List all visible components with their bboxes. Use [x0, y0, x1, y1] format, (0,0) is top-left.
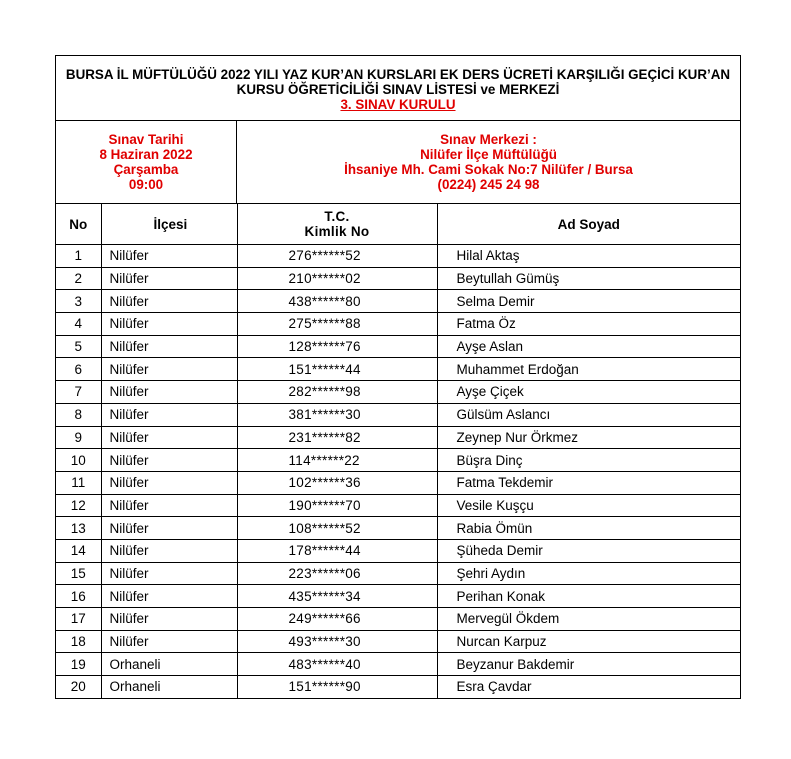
table-row — [56, 608, 740, 631]
column-header-tc-line2: Kimlik No — [304, 224, 370, 239]
table-row — [56, 676, 740, 698]
cell-no: 7 — [56, 381, 101, 404]
cell-tc-kimlik-no: 438******80 — [237, 290, 437, 313]
cell-no: 13 — [56, 517, 101, 540]
cell-ilce: Nilüfer — [101, 494, 237, 517]
cell-no: 8 — [56, 403, 101, 426]
cell-ad-soyad: Vesile Kuşçu — [437, 494, 740, 517]
column-header-ad-soyad: Ad Soyad — [437, 204, 740, 245]
cell-tc-kimlik-no: 483******40 — [237, 653, 437, 676]
exam-center-label: Sınav Merkezi : — [440, 132, 537, 147]
table-row — [56, 313, 740, 336]
exam-date: 8 Haziran 2022 — [99, 147, 193, 162]
cell-tc-kimlik-no: 178******44 — [237, 539, 437, 562]
cell-ad-soyad: Zeynep Nur Örkmez — [437, 426, 740, 449]
cell-ilce: Nilüfer — [101, 517, 237, 540]
cell-no: 12 — [56, 494, 101, 517]
cell-no: 2 — [56, 267, 101, 290]
cell-tc-kimlik-no: 282******98 — [237, 381, 437, 404]
document-title-line-1: BURSA İL MÜFTÜLÜĞÜ 2022 YILI YAZ KUR’AN KURSLARI EK DERS ÜCRETİ KARŞILIĞI GEÇİCİ KUR’AN — [65, 67, 731, 82]
cell-ad-soyad: Beyzanur Bakdemir — [437, 653, 740, 676]
table-row — [56, 290, 740, 313]
cell-ad-soyad: Rabia Ömün — [437, 517, 740, 540]
cell-tc-kimlik-no: 151******90 — [237, 676, 437, 698]
cell-ilce: Orhaneli — [101, 653, 237, 676]
cell-tc-kimlik-no: 190******70 — [237, 494, 437, 517]
table-row — [56, 358, 740, 381]
table-row — [56, 426, 740, 449]
cell-ilce: Nilüfer — [101, 313, 237, 336]
table-row — [56, 403, 740, 426]
table-row — [56, 539, 740, 562]
cell-ilce: Nilüfer — [101, 562, 237, 585]
cell-ad-soyad: Nurcan Karpuz — [437, 630, 740, 653]
cell-ilce: Nilüfer — [101, 608, 237, 631]
cell-no: 1 — [56, 245, 101, 268]
cell-ilce: Nilüfer — [101, 426, 237, 449]
table-row — [56, 267, 740, 290]
table-row — [56, 562, 740, 585]
table-row — [56, 335, 740, 358]
table-row — [56, 653, 740, 676]
cell-ilce: Nilüfer — [101, 335, 237, 358]
cell-ad-soyad: Perihan Konak — [437, 585, 740, 608]
column-header-ilce: İlçesi — [101, 204, 237, 245]
cell-ilce: Nilüfer — [101, 381, 237, 404]
cell-ad-soyad: Beytullah Gümüş — [437, 267, 740, 290]
table-row — [56, 630, 740, 653]
cell-tc-kimlik-no: 231******82 — [237, 426, 437, 449]
cell-ilce: Nilüfer — [101, 539, 237, 562]
cell-ad-soyad: Selma Demir — [437, 290, 740, 313]
cell-no: 18 — [56, 630, 101, 653]
cell-ilce: Nilüfer — [101, 403, 237, 426]
exam-center-phone: (0224) 245 24 98 — [437, 177, 540, 192]
exam-center-name: Nilüfer İlçe Müftülüğü — [420, 147, 557, 162]
column-header-tc-line1: T.C. — [324, 209, 350, 224]
cell-ilce: Nilüfer — [101, 471, 237, 494]
cell-ilce: Nilüfer — [101, 290, 237, 313]
cell-tc-kimlik-no: 114******22 — [237, 449, 437, 472]
cell-tc-kimlik-no: 249******66 — [237, 608, 437, 631]
cell-tc-kimlik-no: 108******52 — [237, 517, 437, 540]
cell-no: 19 — [56, 653, 101, 676]
cell-no: 4 — [56, 313, 101, 336]
table-row — [56, 245, 740, 268]
cell-ad-soyad: Şehri Aydın — [437, 562, 740, 585]
cell-tc-kimlik-no: 151******44 — [237, 358, 437, 381]
exam-info-row — [56, 121, 740, 204]
cell-ilce: Nilüfer — [101, 630, 237, 653]
table-row — [56, 471, 740, 494]
exam-board-label: 3. SINAV KURULU — [340, 97, 456, 112]
cell-ad-soyad: Muhammet Erdoğan — [437, 358, 740, 381]
table-row — [56, 449, 740, 472]
column-header-tc — [237, 204, 437, 245]
exam-center-block — [237, 121, 740, 203]
exam-date-label: Sınav Tarihi — [108, 132, 184, 147]
cell-ilce: Nilüfer — [101, 358, 237, 381]
cell-tc-kimlik-no: 275******88 — [237, 313, 437, 336]
cell-no: 5 — [56, 335, 101, 358]
document-header — [56, 56, 740, 121]
cell-ilce: Orhaneli — [101, 676, 237, 698]
cell-ad-soyad: Mervegül Ökdem — [437, 608, 740, 631]
cell-no: 9 — [56, 426, 101, 449]
cell-tc-kimlik-no: 210******02 — [237, 267, 437, 290]
cell-ad-soyad: Büşra Dinç — [437, 449, 740, 472]
cell-tc-kimlik-no: 276******52 — [237, 245, 437, 268]
candidate-table-body — [56, 245, 740, 698]
cell-tc-kimlik-no: 128******76 — [237, 335, 437, 358]
cell-no: 3 — [56, 290, 101, 313]
cell-ad-soyad: Fatma Tekdemir — [437, 471, 740, 494]
cell-ilce: Nilüfer — [101, 449, 237, 472]
cell-no: 14 — [56, 539, 101, 562]
cell-ad-soyad: Gülsüm Aslancı — [437, 403, 740, 426]
cell-no: 15 — [56, 562, 101, 585]
cell-no: 20 — [56, 676, 101, 698]
exam-day: Çarşamba — [113, 162, 179, 177]
cell-ad-soyad: Ayşe Aslan — [437, 335, 740, 358]
table-header-row — [56, 204, 740, 245]
cell-tc-kimlik-no: 493******30 — [237, 630, 437, 653]
table-row — [56, 517, 740, 540]
cell-ad-soyad: Hilal Aktaş — [437, 245, 740, 268]
cell-ad-soyad: Ayşe Çiçek — [437, 381, 740, 404]
cell-tc-kimlik-no: 102******36 — [237, 471, 437, 494]
exam-time: 09:00 — [128, 177, 164, 192]
column-header-no: No — [56, 204, 101, 245]
cell-ad-soyad: Fatma Öz — [437, 313, 740, 336]
cell-ilce: Nilüfer — [101, 585, 237, 608]
cell-no: 6 — [56, 358, 101, 381]
cell-tc-kimlik-no: 223******06 — [237, 562, 437, 585]
cell-no: 16 — [56, 585, 101, 608]
exam-list-document — [55, 55, 741, 699]
document-title-line-2: KURSU ÖĞRETİCİLİĞİ SINAV LİSTESİ ve MERKEZİ — [236, 82, 560, 97]
cell-tc-kimlik-no: 435******34 — [237, 585, 437, 608]
exam-date-block — [56, 121, 237, 203]
table-row — [56, 585, 740, 608]
cell-no: 11 — [56, 471, 101, 494]
cell-no: 10 — [56, 449, 101, 472]
exam-center-address: İhsaniye Mh. Cami Sokak No:7 Nilüfer / Bursa — [344, 162, 633, 177]
table-row — [56, 494, 740, 517]
cell-ilce: Nilüfer — [101, 245, 237, 268]
cell-ad-soyad: Esra Çavdar — [437, 676, 740, 698]
table-row — [56, 381, 740, 404]
candidate-table — [56, 204, 740, 698]
cell-tc-kimlik-no: 381******30 — [237, 403, 437, 426]
cell-no: 17 — [56, 608, 101, 631]
cell-ad-soyad: Şüheda Demir — [437, 539, 740, 562]
cell-ilce: Nilüfer — [101, 267, 237, 290]
